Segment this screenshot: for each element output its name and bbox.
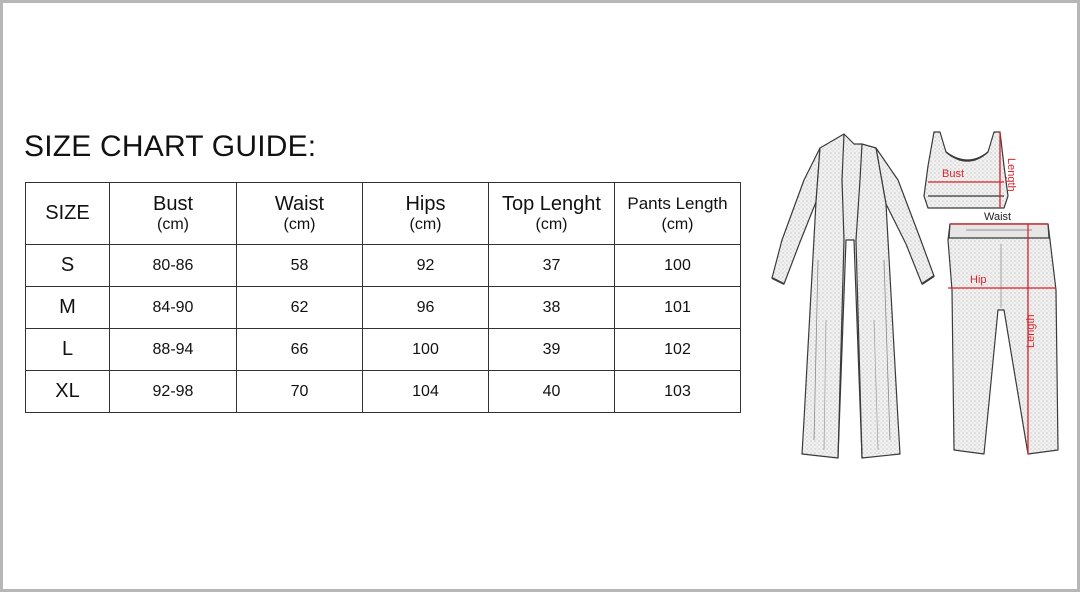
- pants-drawing: [948, 224, 1058, 454]
- header-name: Pants Length: [627, 193, 728, 213]
- waist-label: Waist: [984, 211, 1012, 223]
- waist-cell: 70: [237, 371, 363, 413]
- top-length-label: Length: [1005, 158, 1017, 192]
- bust-label: Bust: [942, 168, 965, 180]
- header-name: Bust: [152, 192, 194, 215]
- pants-length-label: Length: [1025, 314, 1037, 348]
- pants-length-cell: 101: [615, 287, 741, 329]
- header-unit: (cm): [661, 215, 694, 233]
- waist-cell: 62: [237, 287, 363, 329]
- size-cell: M: [26, 287, 110, 329]
- bust-cell: 84-90: [110, 287, 237, 329]
- hips-cell: 100: [363, 329, 489, 371]
- waist-cell: 58: [237, 245, 363, 287]
- header-unit: (cm): [283, 215, 316, 233]
- hips-cell: 92: [363, 245, 489, 287]
- header-size: SIZE: [26, 183, 110, 245]
- table-row: [26, 245, 741, 287]
- size-cell: S: [26, 245, 110, 287]
- pants-length-cell: 100: [615, 245, 741, 287]
- header-name: Waist: [274, 192, 325, 215]
- bust-cell: 80-86: [110, 245, 237, 287]
- header-bust: [110, 183, 237, 245]
- hips-cell: 96: [363, 287, 489, 329]
- top-length-cell: 39: [489, 329, 615, 371]
- header-pants-length: [615, 183, 741, 245]
- waist-cell: 66: [237, 329, 363, 371]
- pants-length-cell: 102: [615, 329, 741, 371]
- top-length-cell: 38: [489, 287, 615, 329]
- size-cell: L: [26, 329, 110, 371]
- cardigan-drawing: [772, 134, 934, 458]
- header-waist: [237, 183, 363, 245]
- hip-label: Hip: [970, 274, 987, 286]
- top-length-cell: 37: [489, 245, 615, 287]
- header-name: Hips: [405, 192, 446, 215]
- table-row: [26, 287, 741, 329]
- header-top-length: [489, 183, 615, 245]
- garment-illustration: [758, 120, 1070, 470]
- header-unit: (cm): [535, 215, 568, 233]
- header-name: Top Lenght: [502, 192, 601, 215]
- size-table: [25, 182, 741, 413]
- size-cell: XL: [26, 371, 110, 413]
- crop-top-drawing: [924, 132, 1008, 208]
- header-hips: [363, 183, 489, 245]
- table-header-row: [26, 183, 741, 245]
- header-unit: (cm): [409, 215, 442, 233]
- header-unit: (cm): [157, 215, 189, 233]
- top-length-cell: 40: [489, 371, 615, 413]
- page-title: SIZE CHART GUIDE:: [24, 130, 317, 163]
- hips-cell: 104: [363, 371, 489, 413]
- bust-cell: 88-94: [110, 329, 237, 371]
- pants-length-cell: 103: [615, 371, 741, 413]
- table-row: [26, 371, 741, 413]
- bust-cell: 92-98: [110, 371, 237, 413]
- table-row: [26, 329, 741, 371]
